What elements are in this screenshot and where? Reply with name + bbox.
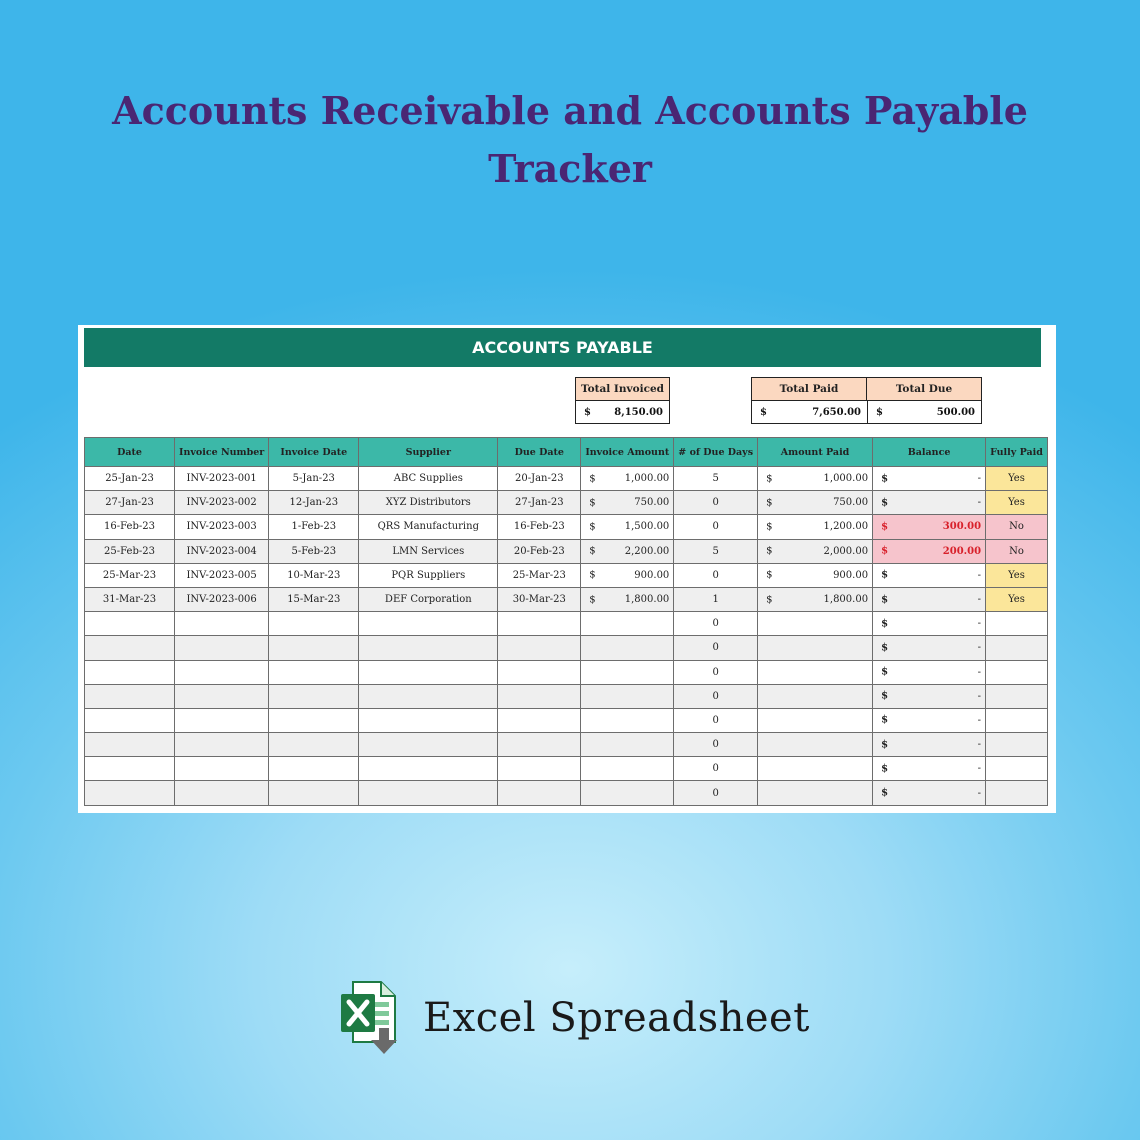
invoice-date-cell[interactable] [269, 684, 359, 708]
date-cell[interactable]: 25-Feb-23 [85, 539, 175, 563]
fully-paid-cell[interactable] [986, 636, 1048, 660]
date-cell[interactable] [85, 781, 175, 805]
invoice-date-cell[interactable]: 10-Mar-23 [269, 563, 359, 587]
date-cell[interactable] [85, 733, 175, 757]
balance-cell[interactable] [873, 587, 986, 611]
invoice-amount-cell[interactable] [581, 612, 674, 636]
amount-paid-cell[interactable] [758, 563, 873, 587]
due-date-cell[interactable] [498, 636, 581, 660]
currency-symbol: $ [589, 569, 596, 581]
due-days-cell[interactable]: 1 [674, 587, 758, 611]
date-cell[interactable] [85, 660, 175, 684]
amount-paid-cell[interactable] [758, 684, 873, 708]
due-date-cell[interactable]: 20-Jan-23 [498, 467, 581, 491]
amount-paid-cell[interactable] [758, 781, 873, 805]
invoice-amount-cell-value: 1,800.00 [624, 594, 670, 606]
balance-cell-value: - [977, 787, 982, 799]
due-date-cell[interactable] [498, 757, 581, 781]
fully-paid-cell[interactable] [986, 757, 1048, 781]
supplier-cell[interactable] [359, 781, 498, 805]
balance-cell-value: - [977, 763, 982, 775]
invoice-amount-cell-value: 1,500.00 [624, 521, 670, 533]
supplier-cell[interactable] [359, 636, 498, 660]
due-days-cell[interactable]: 5 [674, 539, 758, 563]
fully-paid-cell[interactable]: Yes [986, 491, 1048, 515]
date-cell[interactable]: 27-Jan-23 [85, 491, 175, 515]
balance-cell-value: - [977, 497, 982, 509]
balance-cell-value: 200.00 [942, 545, 982, 557]
date-cell[interactable]: 25-Mar-23 [85, 563, 175, 587]
total-paid-value: 7,650.00 [812, 406, 861, 418]
fully-paid-cell[interactable] [986, 612, 1048, 636]
table-row [85, 539, 1048, 563]
col-header-fully-paid[interactable]: Fully Paid [986, 438, 1048, 467]
balance-cell[interactable] [873, 636, 986, 660]
invoice-date-cell[interactable] [269, 612, 359, 636]
invoice-number-cell[interactable] [175, 757, 269, 781]
invoice-amount-cell[interactable] [581, 733, 674, 757]
supplier-cell[interactable] [359, 612, 498, 636]
balance-cell-value: - [977, 569, 982, 581]
currency-symbol: $ [881, 618, 889, 630]
invoice-date-cell[interactable] [269, 757, 359, 781]
currency-symbol: $ [589, 473, 596, 485]
invoice-number-cell[interactable]: INV-2023-003 [175, 515, 269, 539]
total-invoiced-cell[interactable] [576, 401, 669, 423]
currency-symbol: $ [589, 521, 596, 533]
invoice-amount-cell-value: 1,000.00 [624, 473, 670, 485]
excel-download-icon [339, 980, 405, 1055]
balance-cell[interactable] [873, 660, 986, 684]
fully-paid-cell[interactable]: Yes [986, 587, 1048, 611]
spreadsheet-preview [78, 325, 1056, 813]
fully-paid-cell[interactable] [986, 708, 1048, 732]
currency-symbol: $ [766, 473, 773, 485]
fully-paid-cell[interactable] [986, 684, 1048, 708]
table-row [85, 587, 1048, 611]
invoice-date-cell[interactable] [269, 781, 359, 805]
currency-symbol: $ [881, 763, 889, 775]
due-days-cell[interactable]: 0 [674, 612, 758, 636]
fully-paid-cell[interactable]: No [986, 539, 1048, 563]
total-invoiced-box [575, 377, 670, 424]
balance-cell[interactable] [873, 515, 986, 539]
supplier-cell[interactable]: QRS Manufacturing [359, 515, 498, 539]
invoice-number-cell[interactable] [175, 708, 269, 732]
invoice-date-cell[interactable]: 1-Feb-23 [269, 515, 359, 539]
balance-cell-value: 300.00 [942, 521, 982, 533]
total-paid-cell[interactable] [752, 401, 867, 423]
due-date-cell[interactable] [498, 708, 581, 732]
date-cell[interactable] [85, 636, 175, 660]
fully-paid-cell[interactable]: Yes [986, 563, 1048, 587]
currency-symbol: $ [881, 545, 889, 557]
currency-symbol: $ [881, 473, 889, 485]
invoice-number-cell[interactable] [175, 660, 269, 684]
supplier-cell[interactable]: DEF Corporation [359, 587, 498, 611]
invoice-amount-cell[interactable] [581, 587, 674, 611]
total-due-cell[interactable] [867, 401, 981, 423]
col-header-invoice-date[interactable]: Invoice Date [269, 438, 359, 467]
invoice-amount-cell[interactable] [581, 539, 674, 563]
balance-cell-value: - [977, 690, 982, 702]
due-days-cell[interactable]: 0 [674, 733, 758, 757]
title-line-1: Accounts Receivable and Accounts Payable [112, 88, 1028, 133]
invoice-amount-cell-value: 750.00 [634, 497, 670, 509]
invoice-amount-cell[interactable] [581, 515, 674, 539]
total-invoiced-label: Total Invoiced [576, 378, 669, 401]
table-row [85, 660, 1048, 684]
date-cell[interactable]: 31-Mar-23 [85, 587, 175, 611]
invoice-amount-cell[interactable] [581, 708, 674, 732]
amount-paid-cell-value: 1,200.00 [823, 521, 869, 533]
balance-cell[interactable] [873, 612, 986, 636]
date-cell[interactable]: 16-Feb-23 [85, 515, 175, 539]
invoice-amount-cell-value: 900.00 [634, 569, 670, 581]
supplier-cell[interactable]: LMN Services [359, 539, 498, 563]
supplier-cell[interactable] [359, 708, 498, 732]
currency-symbol: $ [589, 545, 596, 557]
balance-cell-value: - [977, 473, 982, 485]
fully-paid-cell[interactable]: No [986, 515, 1048, 539]
header-row [85, 438, 1048, 467]
invoice-date-cell[interactable]: 12-Jan-23 [269, 491, 359, 515]
balance-cell-value: - [977, 618, 982, 630]
balance-cell-value: - [977, 666, 982, 678]
due-date-cell[interactable] [498, 684, 581, 708]
col-header-supplier[interactable]: Supplier [359, 438, 498, 467]
currency-symbol: $ [881, 666, 889, 678]
amount-paid-cell[interactable] [758, 491, 873, 515]
title-line-2: Tracker [488, 146, 652, 191]
currency-symbol: $ [766, 594, 773, 606]
table-row [85, 781, 1048, 805]
fully-paid-cell[interactable] [986, 660, 1048, 684]
invoice-amount-cell[interactable] [581, 467, 674, 491]
invoice-date-cell[interactable] [269, 708, 359, 732]
amount-paid-cell[interactable] [758, 539, 873, 563]
balance-cell-value: - [977, 642, 982, 654]
supplier-cell[interactable] [359, 660, 498, 684]
table-row [85, 733, 1048, 757]
amount-paid-cell[interactable] [758, 467, 873, 491]
due-days-cell[interactable]: 0 [674, 636, 758, 660]
invoice-number-cell[interactable] [175, 684, 269, 708]
balance-cell[interactable] [873, 733, 986, 757]
date-cell[interactable] [85, 708, 175, 732]
invoice-number-cell[interactable]: INV-2023-002 [175, 491, 269, 515]
fully-paid-cell[interactable] [986, 781, 1048, 805]
invoice-date-cell[interactable]: 5-Jan-23 [269, 467, 359, 491]
table-row [85, 491, 1048, 515]
col-header-amount-paid[interactable]: Amount Paid [758, 438, 873, 467]
balance-cell[interactable] [873, 684, 986, 708]
due-days-cell[interactable]: 0 [674, 757, 758, 781]
supplier-cell[interactable] [359, 757, 498, 781]
col-header-invoice-amount[interactable]: Invoice Amount [581, 438, 674, 467]
footer [339, 980, 810, 1055]
amount-paid-cell[interactable] [758, 733, 873, 757]
table-row [85, 612, 1048, 636]
due-date-cell[interactable]: 16-Feb-23 [498, 515, 581, 539]
currency-symbol: $ [589, 497, 596, 509]
due-days-cell[interactable]: 0 [674, 660, 758, 684]
fully-paid-cell[interactable]: Yes [986, 467, 1048, 491]
currency-symbol: $ [881, 690, 889, 702]
due-date-cell[interactable] [498, 733, 581, 757]
table-row [85, 636, 1048, 660]
currency-symbol: $ [881, 714, 889, 726]
invoice-amount-cell-value: 2,200.00 [624, 545, 670, 557]
supplier-cell[interactable]: PQR Suppliers [359, 563, 498, 587]
invoice-amount-cell[interactable] [581, 563, 674, 587]
due-date-cell[interactable]: 27-Jan-23 [498, 491, 581, 515]
invoice-number-cell[interactable] [175, 733, 269, 757]
invoice-date-cell[interactable]: 5-Feb-23 [269, 539, 359, 563]
invoice-amount-cell[interactable] [581, 636, 674, 660]
date-cell[interactable] [85, 757, 175, 781]
table-row [85, 467, 1048, 491]
invoice-amount-cell[interactable] [581, 781, 674, 805]
amount-paid-cell-value: 900.00 [833, 569, 869, 581]
currency-symbol: $ [876, 406, 883, 418]
due-days-cell[interactable]: 0 [674, 708, 758, 732]
amount-paid-cell[interactable] [758, 636, 873, 660]
currency-symbol: $ [760, 406, 767, 418]
currency-symbol: $ [766, 497, 773, 509]
date-cell[interactable] [85, 684, 175, 708]
balance-cell[interactable] [873, 467, 986, 491]
accounts-payable-table [84, 437, 1048, 806]
amount-paid-cell-value: 750.00 [833, 497, 869, 509]
total-invoiced-value: 8,150.00 [614, 406, 663, 418]
table-row [85, 684, 1048, 708]
currency-symbol: $ [766, 545, 773, 557]
col-header-due-date[interactable]: Due Date [498, 438, 581, 467]
currency-symbol: $ [881, 594, 889, 606]
due-date-cell[interactable]: 25-Mar-23 [498, 563, 581, 587]
table-row [85, 757, 1048, 781]
balance-cell[interactable] [873, 757, 986, 781]
supplier-cell[interactable] [359, 733, 498, 757]
due-days-cell[interactable]: 0 [674, 563, 758, 587]
balance-cell[interactable] [873, 539, 986, 563]
col-header-balance[interactable]: Balance [873, 438, 986, 467]
footer-label: Excel Spreadsheet [423, 994, 810, 1041]
sheet-banner: ACCOUNTS PAYABLE [84, 328, 1041, 367]
invoice-date-cell[interactable]: 15-Mar-23 [269, 587, 359, 611]
currency-symbol: $ [881, 521, 889, 533]
invoice-amount-cell[interactable] [581, 684, 674, 708]
balance-cell-value: - [977, 739, 982, 751]
col-header-due-days[interactable]: # of Due Days [674, 438, 758, 467]
currency-symbol: $ [766, 569, 773, 581]
due-days-cell[interactable]: 0 [674, 491, 758, 515]
supplier-cell[interactable]: XYZ Distributors [359, 491, 498, 515]
currency-symbol: $ [589, 594, 596, 606]
balance-cell[interactable] [873, 708, 986, 732]
invoice-amount-cell[interactable] [581, 660, 674, 684]
balance-cell[interactable] [873, 781, 986, 805]
invoice-number-cell[interactable]: INV-2023-004 [175, 539, 269, 563]
invoice-date-cell[interactable] [269, 636, 359, 660]
due-date-cell[interactable] [498, 660, 581, 684]
paid-due-box [751, 377, 982, 424]
currency-symbol: $ [766, 521, 773, 533]
invoice-number-cell[interactable]: INV-2023-001 [175, 467, 269, 491]
total-paid-label: Total Paid [752, 378, 867, 401]
balance-cell[interactable] [873, 563, 986, 587]
amount-paid-cell-value: 2,000.00 [823, 545, 869, 557]
amount-paid-cell[interactable] [758, 708, 873, 732]
amount-paid-cell[interactable] [758, 515, 873, 539]
invoice-date-cell[interactable] [269, 733, 359, 757]
currency-symbol: $ [881, 642, 889, 654]
table-row [85, 563, 1048, 587]
due-days-cell[interactable]: 0 [674, 781, 758, 805]
invoice-amount-cell[interactable] [581, 757, 674, 781]
invoice-date-cell[interactable] [269, 660, 359, 684]
balance-cell-value: - [977, 594, 982, 606]
balance-cell-value: - [977, 714, 982, 726]
col-header-date[interactable]: Date [85, 438, 175, 467]
amount-paid-cell[interactable] [758, 757, 873, 781]
currency-symbol: $ [881, 739, 889, 751]
invoice-number-cell[interactable]: INV-2023-006 [175, 587, 269, 611]
date-cell[interactable] [85, 612, 175, 636]
currency-symbol: $ [881, 569, 889, 581]
due-days-cell[interactable]: 5 [674, 467, 758, 491]
balance-cell[interactable] [873, 491, 986, 515]
due-date-cell[interactable] [498, 781, 581, 805]
due-date-cell[interactable]: 20-Feb-23 [498, 539, 581, 563]
invoice-number-cell[interactable] [175, 636, 269, 660]
amount-paid-cell-value: 1,800.00 [823, 594, 869, 606]
due-date-cell[interactable] [498, 612, 581, 636]
currency-symbol: $ [584, 406, 591, 418]
currency-symbol: $ [881, 497, 889, 509]
date-cell[interactable]: 25-Jan-23 [85, 467, 175, 491]
due-days-cell[interactable]: 0 [674, 515, 758, 539]
currency-symbol: $ [881, 787, 889, 799]
invoice-number-cell[interactable] [175, 612, 269, 636]
total-due-label: Total Due [867, 378, 981, 401]
invoice-amount-cell[interactable] [581, 491, 674, 515]
supplier-cell[interactable]: ABC Supplies [359, 467, 498, 491]
amount-paid-cell-value: 1,000.00 [823, 473, 869, 485]
amount-paid-cell[interactable] [758, 612, 873, 636]
table-row [85, 708, 1048, 732]
due-days-cell[interactable]: 0 [674, 684, 758, 708]
invoice-number-cell[interactable]: INV-2023-005 [175, 563, 269, 587]
total-due-value: 500.00 [936, 406, 975, 418]
col-header-invoice-number[interactable]: Invoice Number [175, 438, 269, 467]
table-row [85, 515, 1048, 539]
due-date-cell[interactable]: 30-Mar-23 [498, 587, 581, 611]
amount-paid-cell[interactable] [758, 587, 873, 611]
supplier-cell[interactable] [359, 684, 498, 708]
amount-paid-cell[interactable] [758, 660, 873, 684]
invoice-number-cell[interactable] [175, 781, 269, 805]
fully-paid-cell[interactable] [986, 733, 1048, 757]
page-title [0, 82, 1140, 198]
